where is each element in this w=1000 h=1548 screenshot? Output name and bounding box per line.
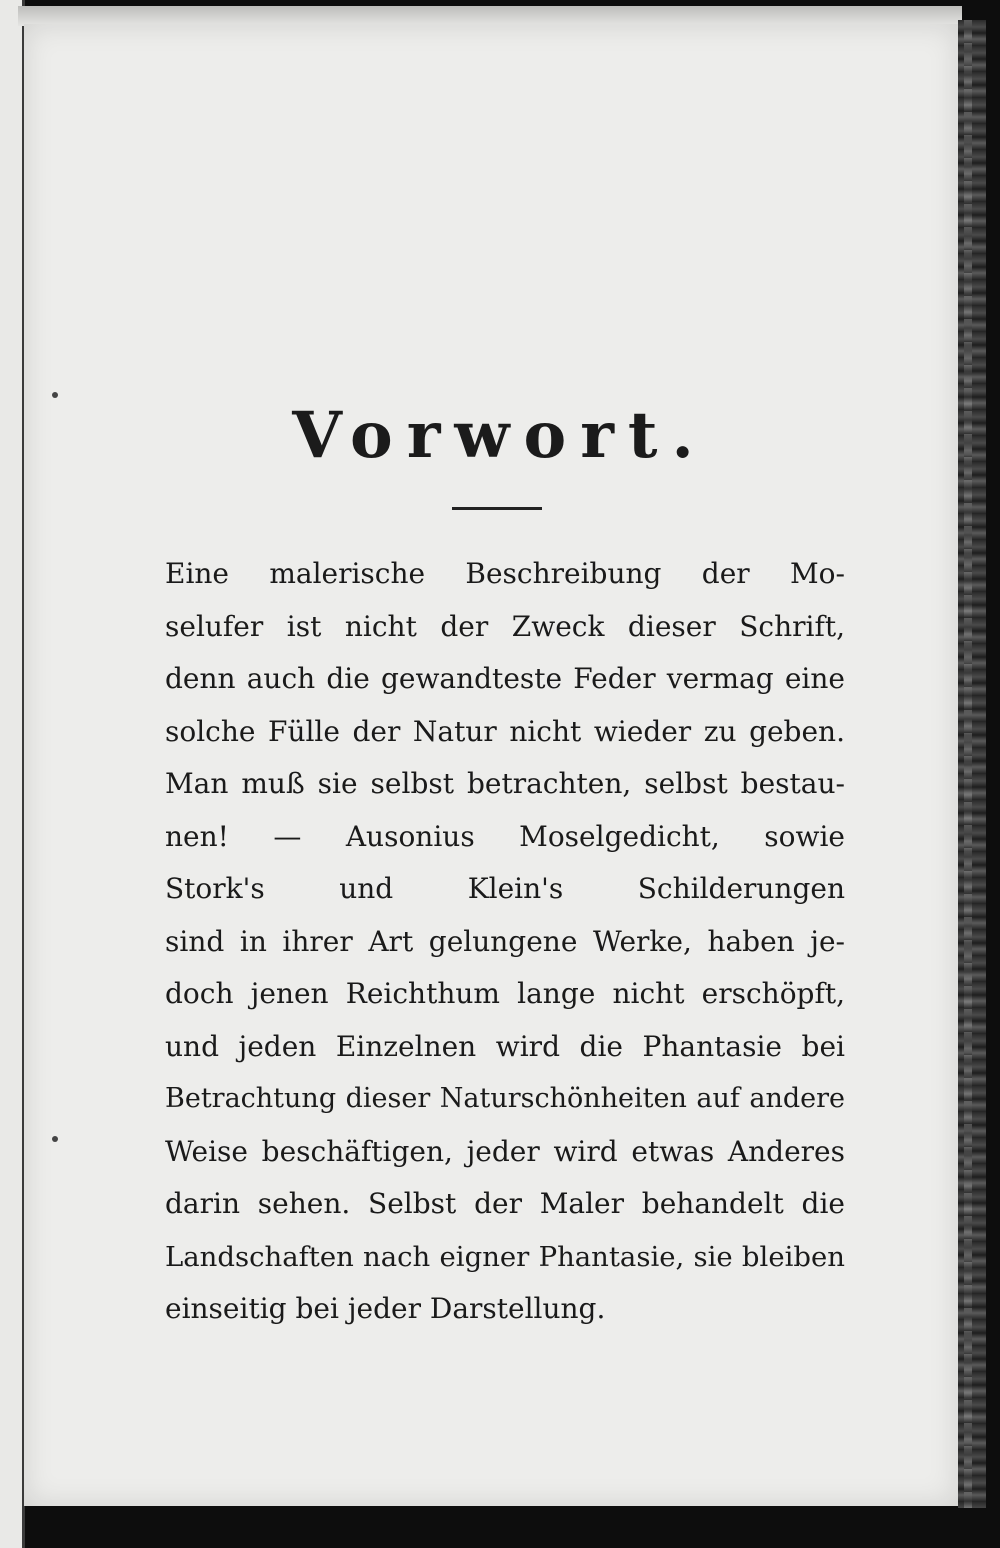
text-line: denn auch die gewandteste Feder vermag eine bbox=[165, 662, 845, 695]
text-line: und jeden Einzelnen wird die Phantasie bei bbox=[165, 1029, 845, 1063]
text-line: Weise beschäftigen, jeder wird etwas Anderes bbox=[165, 1134, 845, 1168]
text-line: Man muß sie selbst betrachten, selbst bestau- bbox=[165, 767, 845, 800]
text-line: Betrachtung dieser Naturschönheiten auf andere bbox=[165, 1083, 845, 1114]
page-top-edge bbox=[18, 6, 962, 26]
facing-page-edge bbox=[0, 0, 25, 1548]
text-line: selufer ist nicht der Zweck dieser Schrift, bbox=[165, 609, 845, 643]
text-line: nen! — Ausonius Moselgedicht, sowie bbox=[165, 819, 845, 853]
text-line: sind in ihrer Art gelungene Werke, haben je- bbox=[165, 924, 845, 958]
text-line: darin sehen. Selbst der Maler behandelt die bbox=[165, 1187, 845, 1220]
margin-mark bbox=[52, 1136, 58, 1142]
text-line: Stork's und Klein's Schilderungen bbox=[165, 872, 845, 905]
title-rule bbox=[452, 507, 542, 510]
text-line: Landschaften nach eigner Phantasie, sie bleiben bbox=[165, 1240, 845, 1273]
text-line: doch jenen Reichthum lange nicht erschöpft, bbox=[165, 977, 845, 1010]
page-title: Vorwort. bbox=[292, 398, 708, 473]
book-cover-edge bbox=[958, 20, 986, 1508]
text-line: einseitig bei jeder Darstellung. bbox=[165, 1292, 606, 1325]
text-line: solche Fülle der Natur nicht wieder zu geben. bbox=[165, 714, 845, 748]
body-text bbox=[165, 548, 845, 1336]
text-line: Eine malerische Beschreibung der Mo- bbox=[165, 557, 845, 590]
